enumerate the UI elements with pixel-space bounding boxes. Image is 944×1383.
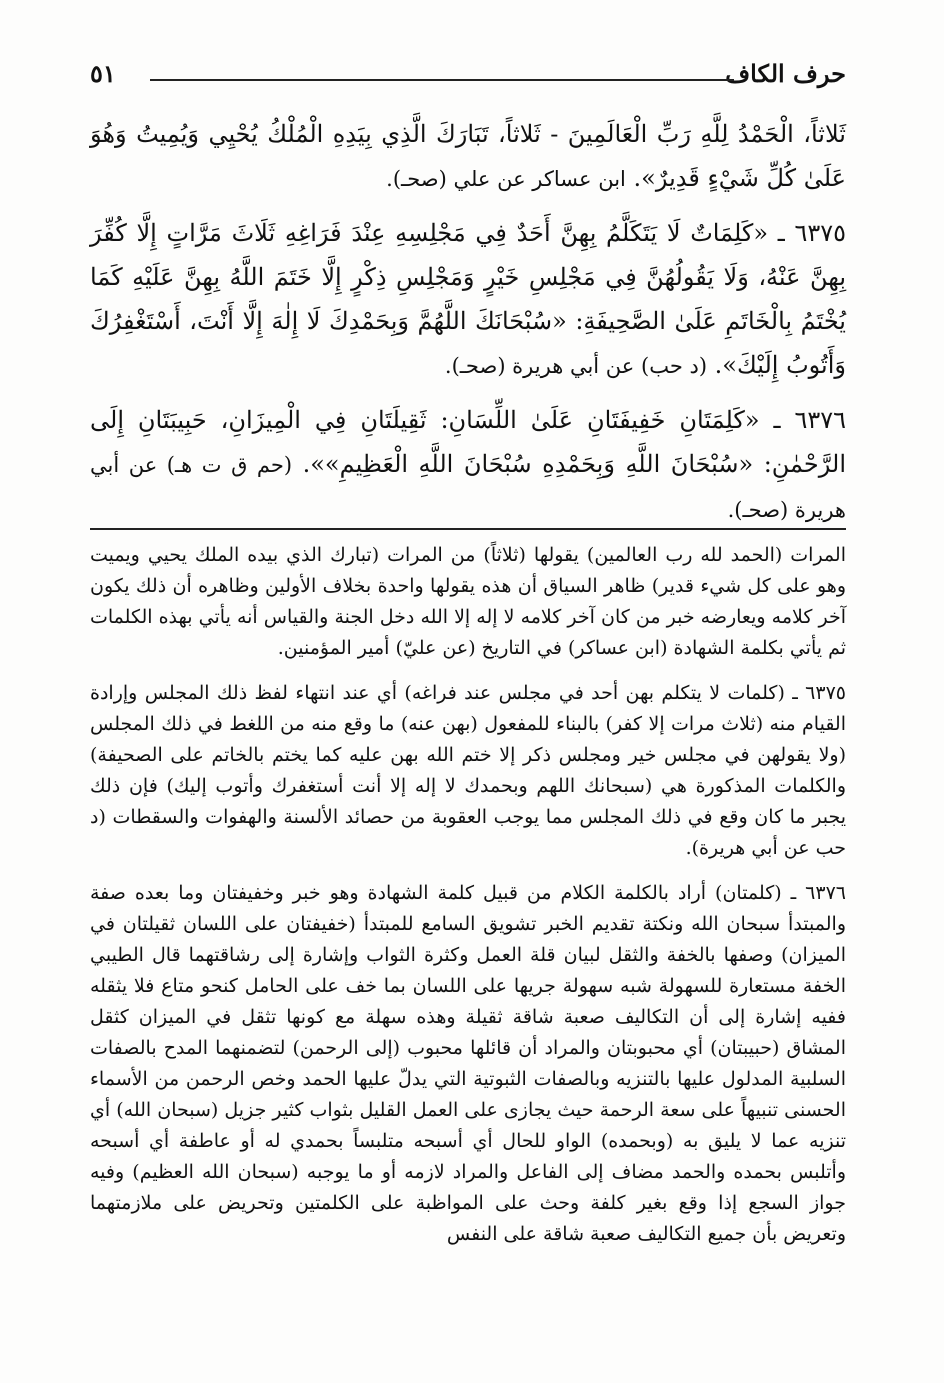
page-header	[90, 58, 846, 94]
hadith-citation: ابن عساكر عن علي (صحـ).	[386, 167, 626, 191]
commentary-paragraph: ٦٣٧٥ ـ (كلمات لا يتكلم بهن أحد في مجلس عند فراغه) أي عند انتهاء لفظ ذلك المجلس وإرادة القيام منه (ثلاث مرات إلا كفر) بالبناء للمفعول (بهن عنه) ما وقع منه من اللغط في ذلك المجلس (ولا يقولهن في مجلس خير ومجلس ذكر إلا ختم الله بهن عليه كما يختم بالخاتم على الصحيفة) والكلمات المذكورة هي (سبحانك اللهم وبحمدك لا إله إلا أنت أستغفرك وأتوب إليك) فإن ذلك يجبر ما كان وقع في ذلك المجلس مما يوجب العقوبة من حصائد الألسنة والهفوات والسقطات (د حب عن أبي هريرة).	[90, 682, 847, 859]
hadith-paragraph	[90, 398, 846, 532]
hadith-6376: ٦٣٧٦ ـ «كَلِمَتَانِ خَفِيفَتَانِ عَلَىٰ اللِّسَانِ: ثَقِيلَتَانِ فِي الْمِيزَانِ، حَبِيبَتَانِ إِلَى الرَّحْمٰنِ: «سُبْحَانَ اللَّهِ وَبِحَمْدِهِ سُبْحَانَ اللَّهِ الْعَظِيمِ»».	[90, 406, 846, 478]
hadith-citation: (حم ق ت هـ) عن أبي هريرة (صحـ).	[90, 453, 846, 522]
commentary-paragraph: ٦٣٧٦ ـ (كلمتان) أراد بالكلمة الكلام من قبيل كلمة الشهادة وهو خبر وخفيفتان وما بعده صفة والمبتدأ سبحان الله ونكتة تقديم الخبر تشويق السامع للمبتدأ (خفيفتان على اللسان ثقيلتان في الميزان) وصفها بالخفة والثقل لبيان قلة العمل وكثرة الثواب وإشارة إلى رشاقتهما قال الطيبي الخفة مستعارة للسهولة شبه سهولة جريها على اللسان بما خف على الحامل كنحو متاع فلا يثقله ففيه إشارة إلى أن التكاليف صعبة شاقة ثقيلة وهذه سهلة مع كونها تثقل في الميزان كثقل المشاق (حبيبتان) أي محبوبتان والمراد أن قائلها محبوب (إلى الرحمن) لتضمنهما المدح بالصفات السلبية المدلول عليها بالتنزيه وبالصفات الثبوتية التي يدلّ عليها الحمد وخص الرحمن من الأسماء الحسنى تنبيهاً على سعة الرحمة حيث يجازى على العمل القليل بثواب كثير جزيل (سبحان الله) أي تنزيه عما لا يليق به (وبحمده) الواو للحال أي أسبحه متلبساً بحمدي له أو عاطفة أي أسبحه وأتلبس بحمده والحمد مضاف إلى الفاعل والمراد لازمه أو ما يوجبه (سبحان الله العظيم) وفيه جواز السجع إذا وقع بغير كلفة وحث على المواظبة على الكلمتين وتحريض على ملازمتهما وتعريض بأن جميع التكاليف صعبة شاقة على النفس	[90, 882, 846, 1245]
commentary-section	[90, 540, 846, 1264]
chapter-title: حرف الكاف	[725, 59, 846, 88]
header-rule	[150, 79, 734, 81]
hadith-citation: (د حب) عن أبي هريرة (صحـ).	[444, 354, 708, 378]
hadith-paragraph	[90, 112, 846, 201]
footnote-divider	[90, 528, 846, 530]
commentary-paragraph: المرات (الحمد لله رب العالمين) يقولها (ثلاثاً) من المرات (تبارك الذي بيده الملك يحيي ويميت وهو على كل شيء قدير) ظاهر السياق أن هذه يقولها واحدة بخلاف الأولين وظاهره أن ذلك يكون آخر كلامه ويعارضه خبر من كان آخر كلامه لا إله إلا الله دخل الجنة والقياس أنه يأتي بهذه الكلمات ثم يأتي بكلمة الشهادة (ابن عساكر) في التاريخ (عن عليّ) أمير المؤمنين.	[90, 544, 846, 659]
hadith-paragraph	[90, 211, 846, 388]
hadith-continuation: ثَلاثاً، الْحَمْدُ لِلَّهِ رَبِّ الْعَالَمِينَ - ثَلاثاً، تَبَارَكَ الَّذِي بِيَدِهِ الْمُلْكُ يُحْيِي وَيُمِيتُ وَهُوَ عَلَىٰ كُلِّ شَيْءٍ قَدِيرٌ».	[90, 120, 846, 192]
page-number: ٥١	[90, 59, 116, 88]
hadith-6375: ٦٣٧٥ ـ «كَلِمَاتٌ لَا يَتَكَلَّمُ بِهِنَّ أَحَدٌ فِي مَجْلِسِهِ عِنْدَ فَرَاغِهِ ثَلَاثَ مَرَّاتٍ إِلَّا كُفِّرَ بِهِنَّ عَنْهُ، وَلَا يَقُولُهُنَّ فِي مَجْلِسِ خَيْرٍ وَمَجْلِسِ ذِكْرٍ إِلَّا خَتَمَ اللَّهُ بِهِنَّ عَلَيْهِ كَمَا يُخْتَمُ بِالْخَاتَمِ عَلَىٰ الصَّحِيفَةِ: «سُبْحَانَكَ اللَّهُمَّ وَبِحَمْدِكَ لَا إِلٰهَ إِلَّا أَنْتَ، أَسْتَغْفِرُكَ وَأَتُوبُ إِلَيْكَ».	[90, 219, 846, 379]
hadith-text	[90, 112, 846, 542]
